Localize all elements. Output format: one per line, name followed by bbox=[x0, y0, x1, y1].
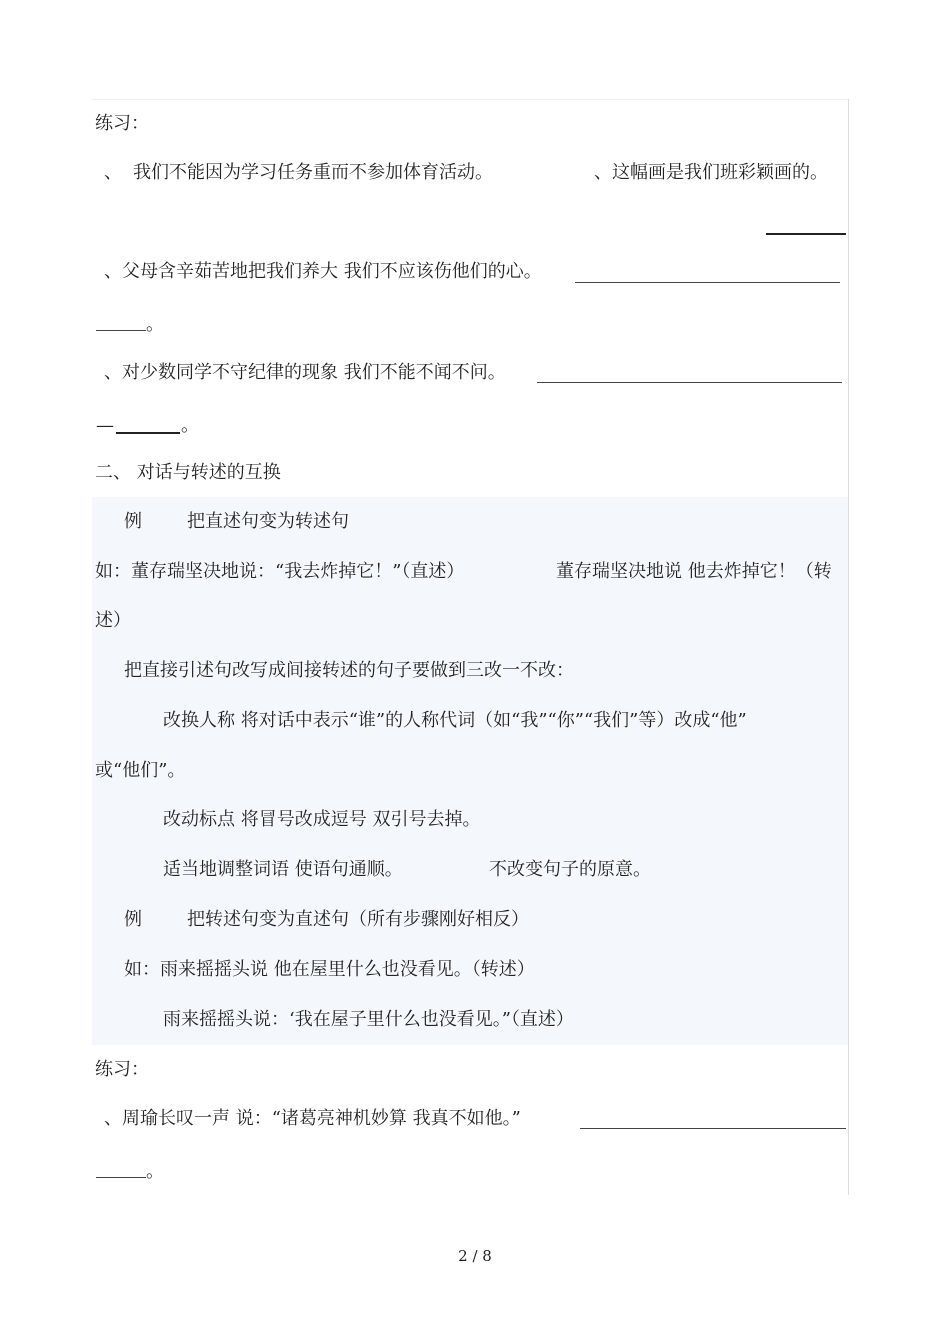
exercise-4-sentence: 、对少数同学不守纪律的现象 我们不能不闻不问。 bbox=[104, 362, 506, 383]
practice-2-exercise-1: 、周瑜长叹一声 说：“诸葛亮神机妙算 我真不如他。” bbox=[104, 1108, 521, 1129]
sample-reported-speech-cont: 述） bbox=[95, 610, 131, 631]
rules-intro: 把直接引述句改写成间接转述的句子要做到三改一不改： bbox=[124, 660, 574, 681]
exercise-4-answer-blank[interactable] bbox=[537, 382, 842, 383]
practice-2-exercise-1-period: 。 bbox=[146, 1161, 164, 1182]
example-2-title: 把转述句变为直述句（所有步骤刚好相反） bbox=[187, 909, 529, 930]
practice-2-exercise-1-blank[interactable] bbox=[580, 1128, 846, 1129]
rule-adjust-words: 适当地调整词语 使语句通顺。 bbox=[163, 859, 403, 880]
sample2-direct-speech: 雨来摇摇头说：‘我在屋子里什么也没看见。”（直述） bbox=[163, 1009, 574, 1030]
rule-change-person-cont: 或“他们”。 bbox=[95, 760, 186, 781]
exercise-3-sentence: 、父母含辛茹苦地把我们养大 我们不应该伤他们的心。 bbox=[104, 261, 542, 282]
rule-change-person: 改换人称 将对话中表示“谁”的人称代词（如“我”“你”“我们”等）改成“他” bbox=[163, 710, 747, 731]
page-frame-right-border bbox=[848, 99, 849, 1195]
exercise-4-answer-blank-cont[interactable] bbox=[116, 432, 180, 434]
sample-direct-speech: 如：董存瑞坚决地说：“我去炸掉它！”（直述） bbox=[95, 561, 465, 582]
exercise-3-period: 。 bbox=[146, 314, 164, 335]
sample-reported-speech: 董存瑞坚决地说 他去炸掉它！（转 bbox=[556, 561, 832, 582]
exercise-3-answer-blank[interactable] bbox=[575, 282, 840, 283]
exercise-4-period: 。 bbox=[181, 415, 199, 436]
rule-keep-meaning: 不改变句子的原意。 bbox=[489, 859, 651, 880]
example-2-label: 例 bbox=[124, 909, 142, 930]
example-1-label: 例 bbox=[124, 511, 142, 532]
practice-heading: 练习： bbox=[95, 113, 149, 134]
practice-2-heading: 练习： bbox=[95, 1059, 149, 1080]
exercise-2-answer-blank[interactable] bbox=[766, 233, 846, 235]
page-number: 2 / 8 bbox=[458, 1247, 492, 1265]
practice-2-exercise-1-blank-cont[interactable] bbox=[96, 1177, 146, 1178]
exercise-4-dash: — bbox=[96, 415, 114, 436]
exercise-1-sentence: 我们不能因为学习任务重而不参加体育活动。 bbox=[133, 162, 493, 183]
exercise-1-number: 、 bbox=[104, 162, 122, 183]
exercise-3-answer-blank-cont[interactable] bbox=[96, 330, 146, 331]
sample2-reported-speech: 如：雨来摇摇头说 他在屋里什么也没看见。（转述） bbox=[124, 959, 535, 980]
exercise-2-sentence: 、这幅画是我们班彩颖画的。 bbox=[594, 162, 828, 183]
example-1-title: 把直述句变为转述句 bbox=[187, 511, 349, 532]
section-2-title: 二、 对话与转述的互换 bbox=[95, 462, 281, 483]
rule-change-punctuation: 改动标点 将冒号改成逗号 双引号去掉。 bbox=[163, 809, 481, 830]
page-frame-top-border bbox=[92, 99, 849, 100]
